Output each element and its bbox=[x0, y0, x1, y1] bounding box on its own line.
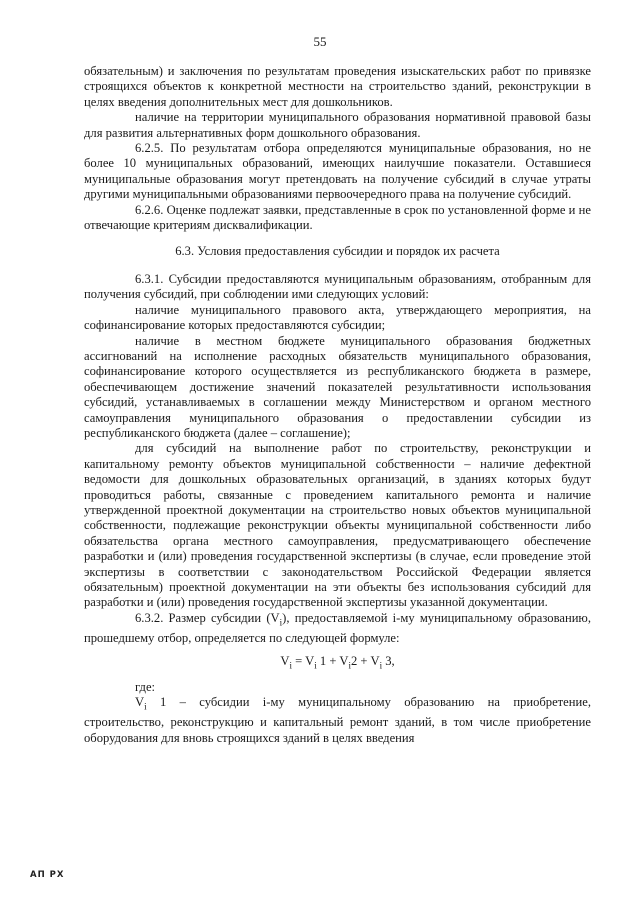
formula-part: 3, bbox=[382, 654, 395, 669]
paragraph-6-3-2 bbox=[84, 611, 591, 646]
paragraph-6-3-1: 6.3.1. Субсидии предоставляются муниципальным образованиям, отобранным для получения субсидий, при соблюдении ими следующих условий: bbox=[84, 271, 591, 302]
section-heading: 6.3. Условия предоставления субсидии и порядок их расчета bbox=[175, 244, 500, 259]
paragraph-text: 1 – субсидии i-му муниципальному образованию на приобретение, строительство, реконструкцию и капитальный ремонт зданий, в том числе приобретение оборудования для вновь строящихся зданий в целях введения bbox=[84, 695, 591, 745]
paragraph: для субсидий на выполнение работ по строительству, реконструкции и капитальному ремонту объектов муниципальной собственности – наличие дефектной ведомости для дошкольных образовательных организаций, в зданиях которых будут проводиться работы, связанные с проведением капитального ремонта и наличие утвержденной проектной документации на строительство новых объектов муниципальной собственности, подлежащие реконструкции объекты муниципальной собственности либо обязательства органа местного самоуправления, предусматривающего обеспечение разработки и (или) проведения государственной экспертизы (в случае, если проведение этой экспертизы в соответствии с законодательством Российской Федерации является обязательным) проектной документации на эти объекты без использования субсидий для разработки и (или) проведения государственной экспертизы указанной документации. bbox=[84, 441, 591, 610]
document-body bbox=[84, 64, 591, 746]
variable: V bbox=[135, 695, 145, 710]
page-number: 55 bbox=[313, 34, 327, 49]
subscript: i bbox=[144, 701, 147, 712]
paragraph-v1-definition bbox=[84, 695, 591, 746]
subscript: i bbox=[314, 660, 317, 671]
paragraph-6-2-5: 6.2.5. По результатам отбора определяются муниципальные образования, но не более 10 муниципальных образований, имеющих наилучшие показатели. Оставшиеся муниципальные образования могут претендовать на получение субсидий в случае утраты другими муниципальными образованиями первоочередного права на получение субсидий. bbox=[84, 141, 591, 202]
footer-stamp: АП РХ bbox=[30, 870, 65, 880]
paragraph: наличие на территории муниципального образования нормативной правовой базы для развития альтернативных форм дошкольного образования. bbox=[84, 110, 591, 140]
formula-part: = V bbox=[295, 654, 315, 669]
paragraph: наличие муниципального правового акта, утверждающего мероприятия, на софинансирование которых предоставляются субсидии; bbox=[84, 302, 591, 333]
formula bbox=[84, 654, 591, 674]
paragraph: наличие в местном бюджете муниципального образования бюджетных ассигнований на исполнение расходных обязательств муниципального образования, софинансирование которого осуществляется из республиканского бюджета в размере, обеспечивающем достижение значений показателей результативности использования субсидий, устанавливаемых в соглашении между Министерством и органом местного самоуправления муниципального образования о предоставлении субсидии из республиканского бюджета (далее – соглашение); bbox=[84, 333, 591, 440]
subscript: i bbox=[289, 660, 292, 671]
subscript: i bbox=[348, 660, 351, 671]
subscript: i bbox=[279, 617, 283, 628]
paragraph: обязательным) и заключения по результатам проведения изыскательских работ по привязке строящихся объектов к конкретной местности на строительство зданий, реконструкции в целях введения дополнительных мест для дошкольников. bbox=[84, 64, 591, 109]
formula-part: 1 + V bbox=[316, 654, 349, 669]
subscript: i bbox=[379, 660, 383, 671]
formula-part: 2 + V bbox=[350, 654, 380, 669]
paragraph-text: 6.3.2. Размер субсидии (V bbox=[135, 610, 280, 625]
formula-lhs: V bbox=[280, 654, 290, 669]
paragraph-6-2-6: 6.2.6. Оценке подлежат заявки, представленные в срок по установленной форме и не отвечающие критериям дисквалификации. bbox=[84, 202, 591, 233]
where-label: где: bbox=[135, 680, 156, 695]
paragraph-text: ), предоставляемой i-му муниципальному образованию, прошедшему отбор, определяется по следующей формуле: bbox=[84, 610, 591, 645]
